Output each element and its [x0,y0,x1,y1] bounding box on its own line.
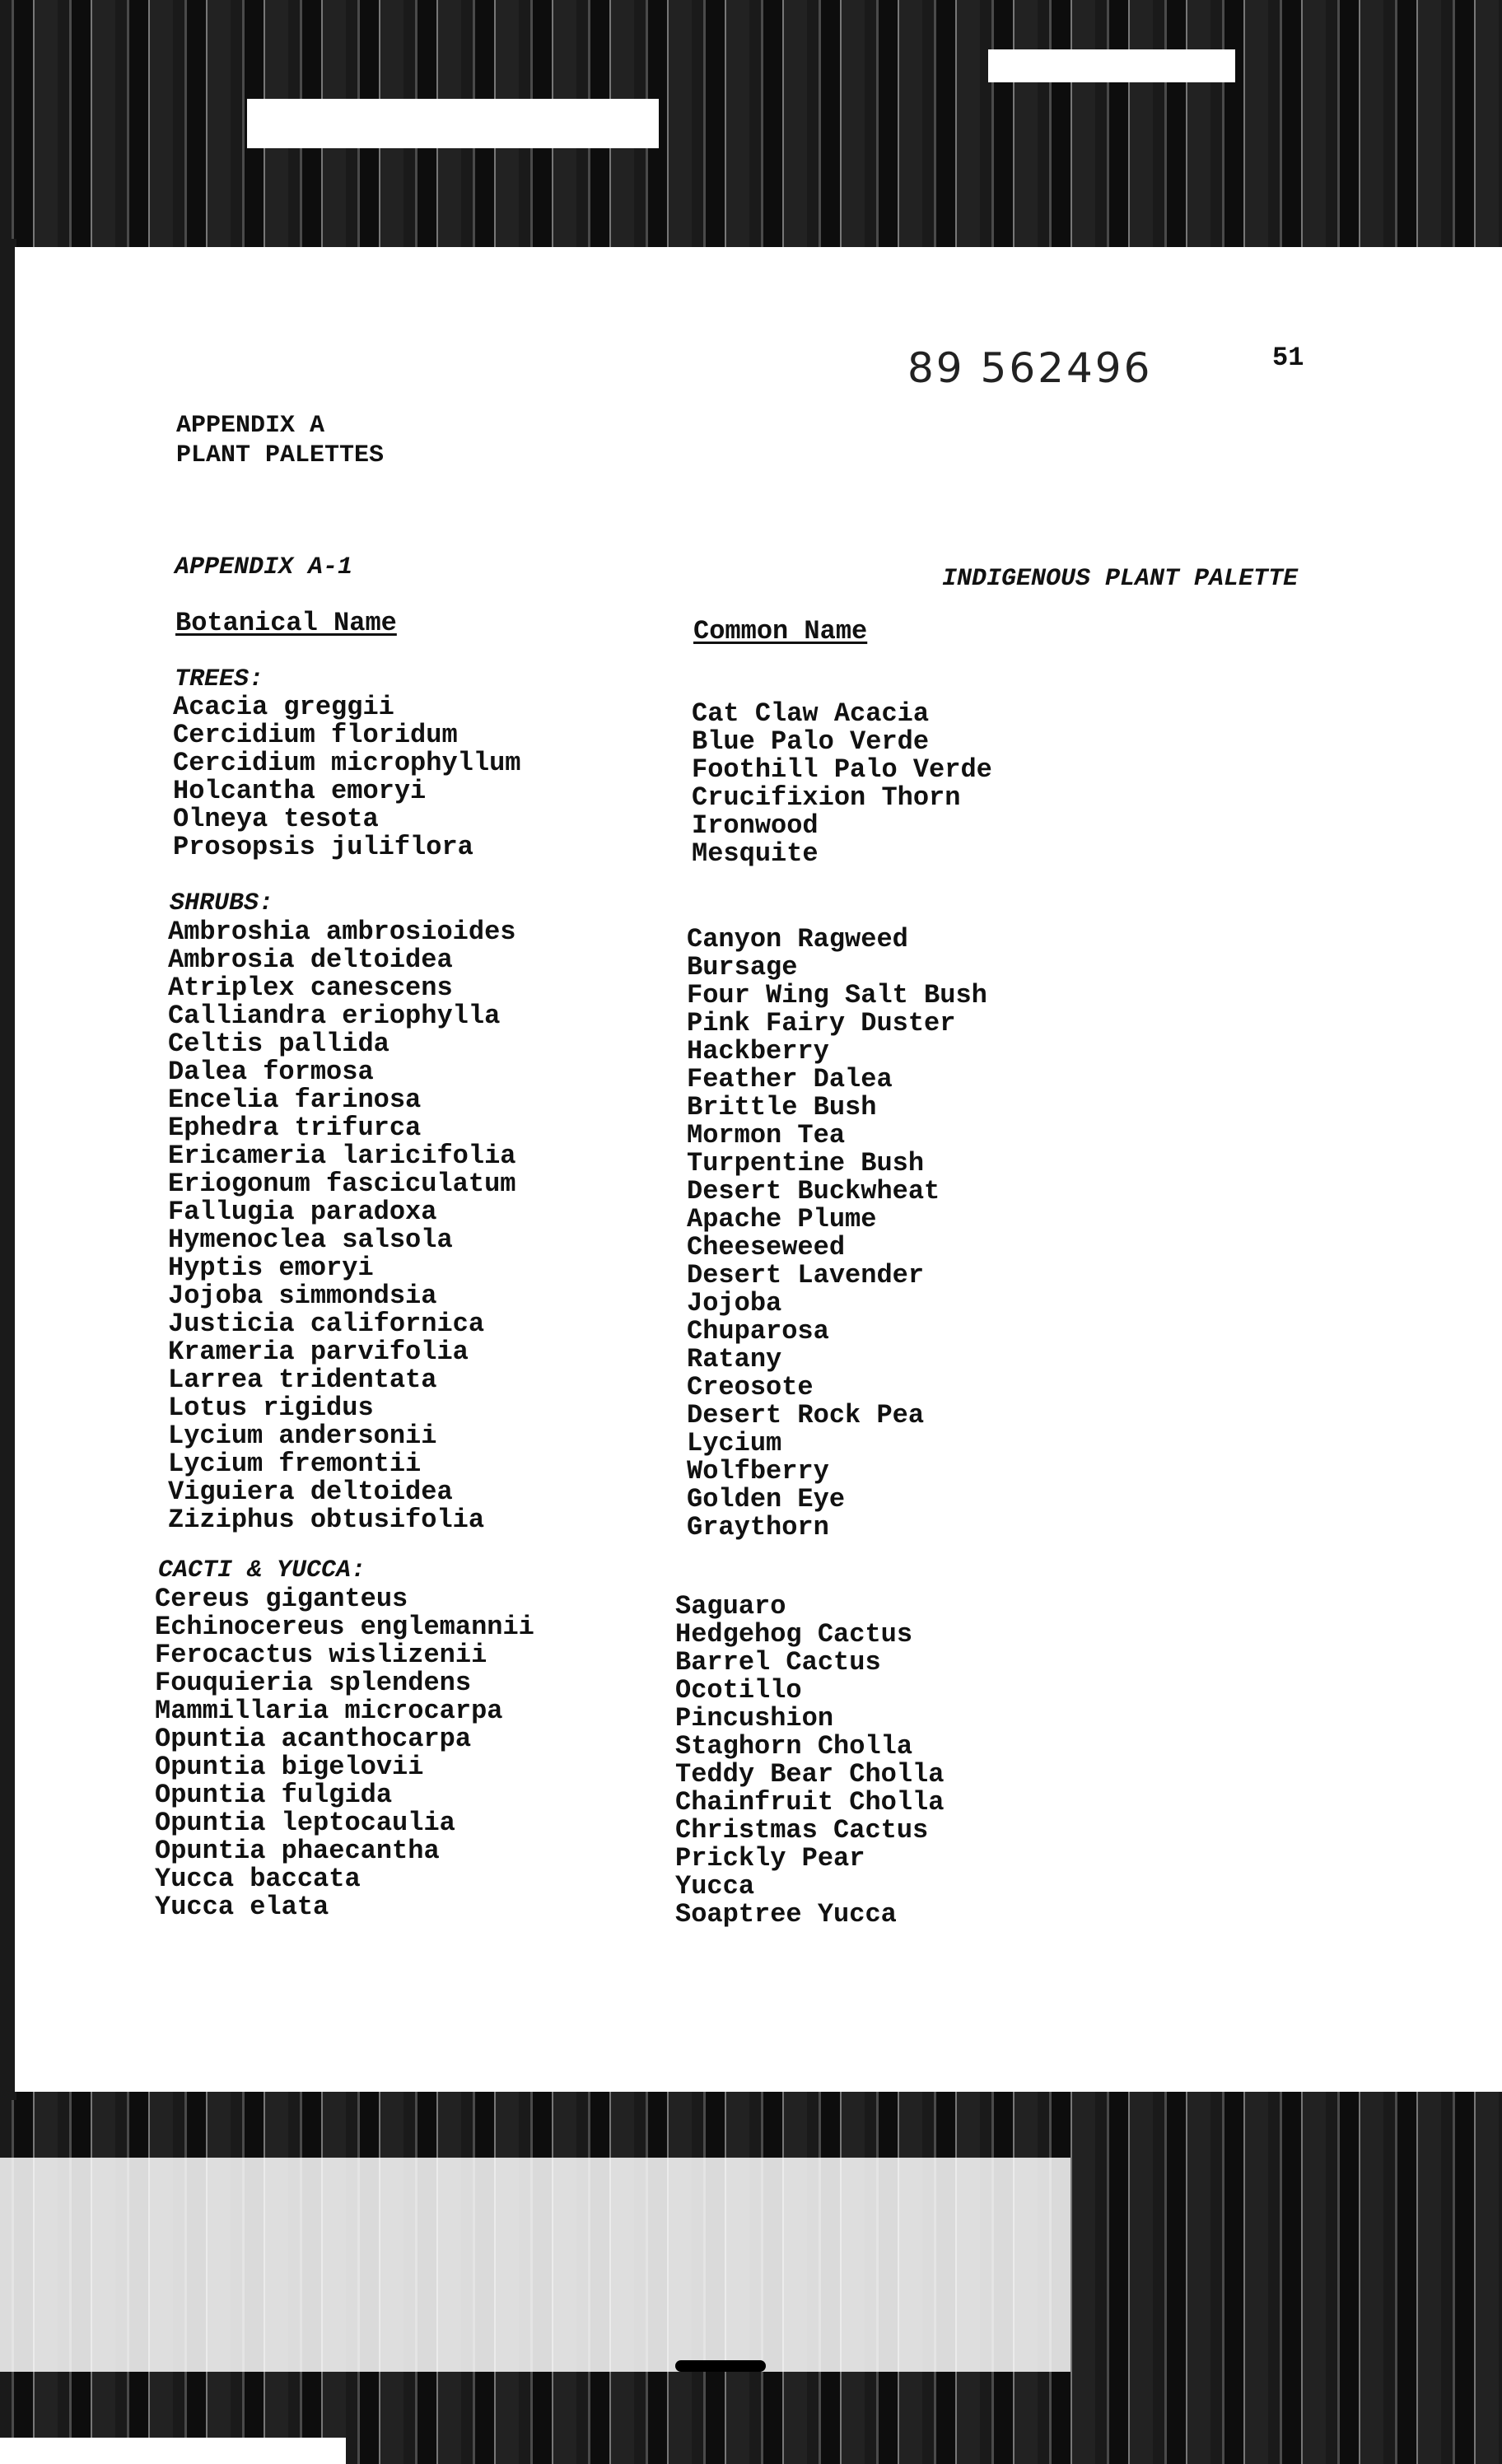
list-item: Feather Dalea [687,1064,893,1094]
list-item: Soaptree Yucca [675,1899,897,1930]
list-item: Desert Rock Pea [687,1400,925,1430]
list-item: Teddy Bear Cholla [675,1759,945,1790]
list-item: Prickly Pear [675,1843,865,1874]
list-item: Opuntia acanthocarpa [155,1724,472,1754]
list-item: Ziziphus obtusifolia [168,1505,485,1535]
list-item: Lycium andersonii [168,1421,437,1451]
list-item: Creosote [687,1372,814,1402]
list-item: Cheeseweed [687,1232,846,1262]
list-item: Calliandra eriophylla [168,1001,501,1031]
list-item: Olneya tesota [173,804,379,834]
scan-noise-top [0,0,1502,247]
trees-common-list [692,700,992,868]
cacti-botanical-list [155,1585,534,1921]
sub-appendix-title: APPENDIX A-1 [175,553,353,581]
appendix-subtitle: PLANT PALETTES [176,441,385,469]
document-number: 89 562496 [907,344,1153,392]
list-item: Hedgehog Cactus [675,1619,913,1650]
list-item: Cercidium floridum [173,720,458,750]
list-item: Apache Plume [687,1204,877,1234]
list-item: Cercidium microphyllum [173,748,521,778]
list-item: Fouquieria splendens [155,1668,472,1698]
list-item: Mormon Tea [687,1120,846,1150]
list-item: Wolfberry [687,1456,829,1486]
list-item: Ocotillo [675,1675,802,1706]
list-item: Prosopsis juliflora [173,832,473,862]
list-item: Ephedra trifurca [168,1113,422,1143]
list-item: Bursage [687,952,798,982]
list-item: Ratany [687,1344,782,1374]
list-item: Cereus giganteus [155,1584,408,1614]
list-item: Justicia californica [168,1309,485,1339]
shrubs-botanical-list [168,918,515,1534]
list-item: Atriplex canescens [168,973,453,1003]
list-item: Krameria parvifolia [168,1337,469,1367]
list-item: Golden Eye [687,1484,846,1514]
list-item: Yucca [675,1871,755,1902]
list-item: Holcantha emoryi [173,776,427,806]
list-item: Celtis pallida [168,1029,389,1059]
list-item: Jojoba [687,1288,782,1318]
list-item: Barrel Cactus [675,1647,881,1678]
palette-title: INDIGENOUS PLANT PALETTE [942,565,1299,593]
list-item: Larrea tridentata [168,1365,437,1395]
list-item: Brittle Bush [687,1092,877,1122]
list-item: Staghorn Cholla [675,1731,913,1762]
list-item: Yucca elata [155,1892,329,1922]
list-item: Blue Palo Verde [692,726,930,757]
trees-botanical-list [173,693,520,861]
list-item: Yucca baccata [155,1864,361,1894]
list-item: Christmas Cactus [675,1815,929,1846]
list-item: Graythorn [687,1512,829,1542]
list-item: Opuntia leptocaulia [155,1808,455,1838]
list-item: Canyon Ragweed [687,924,908,954]
list-item: Ambroshia ambrosioides [168,917,516,947]
list-item: Dalea formosa [168,1057,374,1087]
botanical-name-header: Botanical Name [175,608,397,638]
list-item: Pink Fairy Duster [687,1008,956,1038]
list-item: Saguaro [675,1591,786,1622]
list-item: Mammillaria microcarpa [155,1696,503,1726]
list-item: Fallugia paradoxa [168,1197,437,1227]
list-item: Pincushion [675,1703,834,1734]
page-number: 51 [1272,343,1304,373]
list-item: Lycium fremontii [168,1449,422,1479]
list-item: Chuparosa [687,1316,829,1346]
list-item: Crucifixion Thorn [692,782,961,813]
list-item: Encelia farinosa [168,1085,422,1115]
list-item: Acacia greggii [173,692,394,722]
list-item: Mesquite [692,838,819,869]
cacti-common-list [675,1593,944,1929]
section-label-cacti-yucca: CACTI & YUCCA: [158,1556,366,1584]
list-item: Desert Buckwheat [687,1176,940,1206]
list-item: Jojoba simmondsia [168,1281,437,1311]
list-item: Viguiera deltoidea [168,1477,453,1507]
list-item: Turpentine Bush [687,1148,925,1178]
section-label-trees: TREES: [175,665,264,693]
list-item: Lotus rigidus [168,1393,374,1423]
list-item: Lycium [687,1428,782,1458]
list-item: Ferocactus wislizenii [155,1640,487,1670]
list-item: Echinocereus englemannii [155,1612,534,1642]
list-item: Hyptis emoryi [168,1253,374,1283]
list-item: Opuntia fulgida [155,1780,393,1810]
list-item: Chainfruit Cholla [675,1787,945,1818]
list-item: Ambrosia deltoidea [168,945,453,975]
list-item: Opuntia phaecantha [155,1836,440,1866]
list-item: Ironwood [692,810,819,841]
shrubs-common-list [687,926,987,1542]
scan-edge-left [0,239,16,2100]
list-item: Opuntia bigelovii [155,1752,424,1782]
list-item: Four Wing Salt Bush [687,980,987,1010]
list-item: Desert Lavender [687,1260,925,1290]
common-name-header: Common Name [693,616,868,646]
section-label-shrubs: SHRUBS: [170,889,274,917]
list-item: Hymenoclea salsola [168,1225,453,1255]
list-item: Foothill Palo Verde [692,754,992,785]
list-item: Cat Claw Acacia [692,698,930,729]
appendix-title: APPENDIX A [176,412,325,440]
list-item: Hackberry [687,1036,829,1066]
list-item: Ericameria laricifolia [168,1141,516,1171]
list-item: Eriogonum fasciculatum [168,1169,516,1199]
